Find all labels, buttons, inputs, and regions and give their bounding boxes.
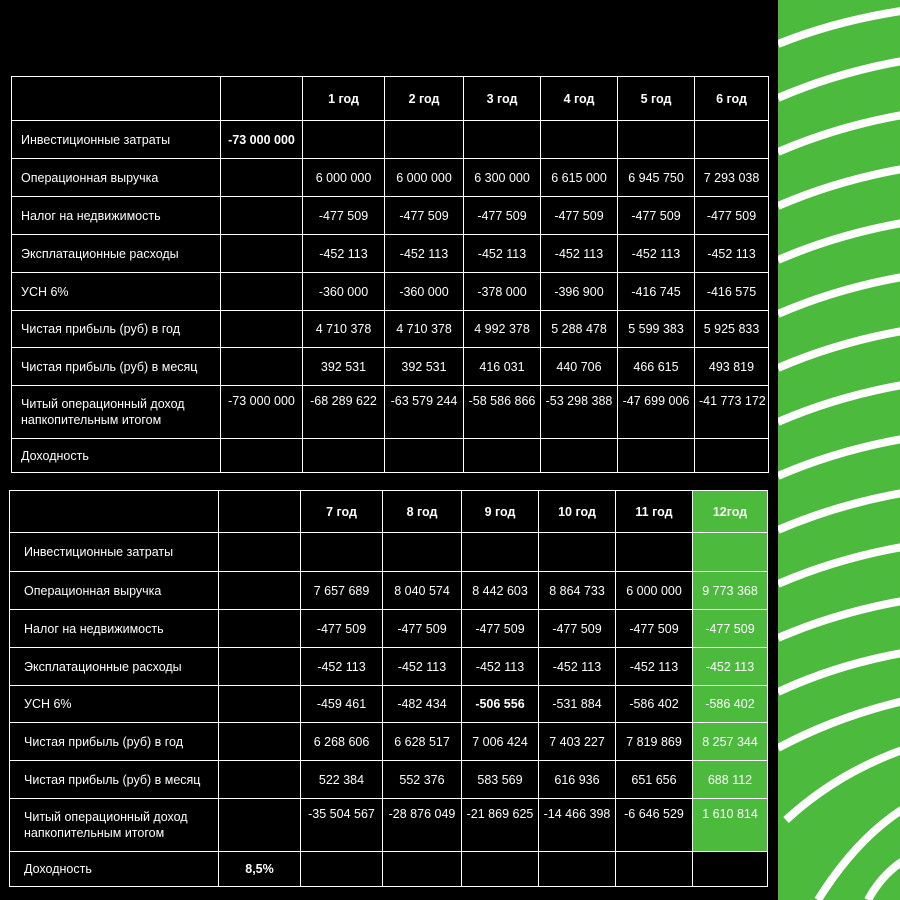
cell: -452 113 bbox=[301, 648, 383, 686]
table-row bbox=[12, 439, 769, 473]
cell-highlighted: 9 773 368 bbox=[693, 572, 768, 610]
header-corner bbox=[10, 491, 219, 533]
cell bbox=[616, 533, 693, 572]
table-row bbox=[12, 159, 769, 197]
cell: 583 569 bbox=[462, 761, 539, 799]
cell: -63 579 244 bbox=[385, 386, 464, 439]
row-label: Доходность bbox=[12, 439, 221, 473]
cell bbox=[383, 852, 462, 887]
cell bbox=[618, 121, 695, 159]
header-corner bbox=[12, 77, 221, 121]
cell: 6 000 000 bbox=[385, 159, 464, 197]
cell-initial bbox=[219, 686, 301, 723]
cell: 6 000 000 bbox=[303, 159, 385, 197]
cell: -459 461 bbox=[301, 686, 383, 723]
cell bbox=[385, 121, 464, 159]
cell: -452 113 bbox=[539, 648, 616, 686]
row-label: УСН 6% bbox=[10, 686, 219, 723]
row-label: Операционная выручка bbox=[10, 572, 219, 610]
table-row bbox=[10, 723, 768, 761]
cell: 8 442 603 bbox=[462, 572, 539, 610]
cell: -360 000 bbox=[385, 273, 464, 311]
decorative-green-arcs bbox=[778, 0, 900, 900]
cashflow-table-years-7-12 bbox=[9, 490, 768, 887]
cell: 5 288 478 bbox=[541, 311, 618, 348]
cell bbox=[301, 533, 383, 572]
row-label: Чистая прибыль (руб) в год bbox=[10, 723, 219, 761]
cell: 493 819 bbox=[695, 348, 769, 386]
cell: -28 876 049 bbox=[383, 799, 462, 852]
cell-initial bbox=[221, 348, 303, 386]
cell bbox=[303, 121, 385, 159]
cell: 4 992 378 bbox=[464, 311, 541, 348]
cell-yield: 8,5% bbox=[219, 852, 301, 887]
cell: 5 599 383 bbox=[618, 311, 695, 348]
cell: 7 403 227 bbox=[539, 723, 616, 761]
cell: -416 575 bbox=[695, 273, 769, 311]
cell: -452 113 bbox=[616, 648, 693, 686]
cell bbox=[303, 439, 385, 473]
header-year: 10 год bbox=[539, 491, 616, 533]
cell: -14 466 398 bbox=[539, 799, 616, 852]
cell-initial bbox=[219, 572, 301, 610]
cell-initial bbox=[219, 799, 301, 852]
table-row bbox=[12, 273, 769, 311]
cell: -452 113 bbox=[464, 235, 541, 273]
cell: 6 615 000 bbox=[541, 159, 618, 197]
cell-highlighted: 1 610 814 bbox=[693, 799, 768, 852]
cell: 7 293 038 bbox=[695, 159, 769, 197]
cell: 440 706 bbox=[541, 348, 618, 386]
cell bbox=[301, 852, 383, 887]
cell: -452 113 bbox=[618, 235, 695, 273]
cell: 616 936 bbox=[539, 761, 616, 799]
cell-initial bbox=[221, 197, 303, 235]
cell-initial bbox=[221, 311, 303, 348]
cell-initial bbox=[221, 273, 303, 311]
cell: -477 509 bbox=[618, 197, 695, 235]
header-year: 2 год bbox=[385, 77, 464, 121]
cell-highlighted bbox=[693, 533, 768, 572]
header-year: 7 год bbox=[301, 491, 383, 533]
cell: -477 509 bbox=[383, 610, 462, 648]
cell-highlighted: 8 257 344 bbox=[693, 723, 768, 761]
cell bbox=[618, 439, 695, 473]
header-year: 1 год bbox=[303, 77, 385, 121]
row-label: Чистая прибыль (руб) в год bbox=[12, 311, 221, 348]
cell-initial bbox=[219, 533, 301, 572]
cell: -6 646 529 bbox=[616, 799, 693, 852]
cell-highlighted: 688 112 bbox=[693, 761, 768, 799]
cell-highlighted: -586 402 bbox=[693, 686, 768, 723]
cell: 7 006 424 bbox=[462, 723, 539, 761]
row-label: Налог на недвижимость bbox=[12, 197, 221, 235]
cell: -482 434 bbox=[383, 686, 462, 723]
cell: -477 509 bbox=[301, 610, 383, 648]
row-label: Инвестиционные затраты bbox=[10, 533, 219, 572]
cell: -477 509 bbox=[539, 610, 616, 648]
cell bbox=[695, 439, 769, 473]
cell: -360 000 bbox=[303, 273, 385, 311]
table-row bbox=[12, 197, 769, 235]
row-label: Доходность bbox=[10, 852, 219, 887]
header-year: 5 год bbox=[618, 77, 695, 121]
cell: 392 531 bbox=[303, 348, 385, 386]
cell: -477 509 bbox=[616, 610, 693, 648]
cell: -452 113 bbox=[385, 235, 464, 273]
cell-initial bbox=[219, 761, 301, 799]
cell: 7 819 869 bbox=[616, 723, 693, 761]
cell: -21 869 625 bbox=[462, 799, 539, 852]
row-label: Эксплатационные расходы bbox=[10, 648, 219, 686]
table-row bbox=[10, 533, 768, 572]
cell: -452 113 bbox=[541, 235, 618, 273]
cell bbox=[462, 533, 539, 572]
cell-initial: -73 000 000 bbox=[221, 121, 303, 159]
header-year-highlighted: 12год bbox=[693, 491, 768, 533]
cell: 651 656 bbox=[616, 761, 693, 799]
cell: 4 710 378 bbox=[303, 311, 385, 348]
header-year: 6 год bbox=[695, 77, 769, 121]
cell bbox=[385, 439, 464, 473]
header-initial bbox=[219, 491, 301, 533]
cell bbox=[695, 121, 769, 159]
table-row bbox=[12, 121, 769, 159]
arcs-graphic bbox=[778, 0, 900, 900]
table-row bbox=[10, 648, 768, 686]
cell-initial bbox=[221, 235, 303, 273]
table-row bbox=[12, 311, 769, 348]
cell bbox=[539, 533, 616, 572]
row-label: Чистая прибыль (руб) в месяц bbox=[12, 348, 221, 386]
cell: -58 586 866 bbox=[464, 386, 541, 439]
cell bbox=[464, 439, 541, 473]
cell: 7 657 689 bbox=[301, 572, 383, 610]
header-year: 3 год bbox=[464, 77, 541, 121]
cell-initial bbox=[219, 648, 301, 686]
table-row bbox=[10, 610, 768, 648]
cell-initial bbox=[221, 439, 303, 473]
cell-initial bbox=[221, 159, 303, 197]
cell: 6 268 606 bbox=[301, 723, 383, 761]
cell-initial: -73 000 000 bbox=[221, 386, 303, 439]
cell: 6 945 750 bbox=[618, 159, 695, 197]
cell-initial bbox=[219, 610, 301, 648]
cell: 6 000 000 bbox=[616, 572, 693, 610]
cell: 552 376 bbox=[383, 761, 462, 799]
row-label: Читый операционный доход напкопительным итогом bbox=[12, 386, 221, 439]
cell bbox=[464, 121, 541, 159]
cell: -47 699 006 bbox=[618, 386, 695, 439]
table-row bbox=[10, 852, 768, 887]
cell: -477 509 bbox=[695, 197, 769, 235]
table-row bbox=[10, 572, 768, 610]
cell: -477 509 bbox=[303, 197, 385, 235]
cell: 392 531 bbox=[385, 348, 464, 386]
cell: -586 402 bbox=[616, 686, 693, 723]
cell-initial bbox=[219, 723, 301, 761]
row-label: Чистая прибыль (руб) в месяц bbox=[10, 761, 219, 799]
row-label: Операционная выручка bbox=[12, 159, 221, 197]
table-row bbox=[10, 799, 768, 852]
cell: -477 509 bbox=[464, 197, 541, 235]
row-label: Налог на недвижимость bbox=[10, 610, 219, 648]
cell bbox=[693, 852, 768, 887]
cell: 4 710 378 bbox=[385, 311, 464, 348]
cell-highlighted: -452 113 bbox=[693, 648, 768, 686]
cell bbox=[541, 439, 618, 473]
header-year: 4 год bbox=[541, 77, 618, 121]
row-label: УСН 6% bbox=[12, 273, 221, 311]
cell: -41 773 172 bbox=[695, 386, 769, 439]
cashflow-table-years-1-6 bbox=[11, 76, 769, 473]
cell: 6 628 517 bbox=[383, 723, 462, 761]
cell: -68 289 622 bbox=[303, 386, 385, 439]
cell: -35 504 567 bbox=[301, 799, 383, 852]
cell: -452 113 bbox=[303, 235, 385, 273]
cell: -477 509 bbox=[541, 197, 618, 235]
cell-highlighted: -477 509 bbox=[693, 610, 768, 648]
cell: 466 615 bbox=[618, 348, 695, 386]
header-initial bbox=[221, 77, 303, 121]
row-label: Инвестиционные затраты bbox=[12, 121, 221, 159]
cell: -452 113 bbox=[695, 235, 769, 273]
cell: -396 900 bbox=[541, 273, 618, 311]
cell: 5 925 833 bbox=[695, 311, 769, 348]
cell bbox=[616, 852, 693, 887]
cell: -53 298 388 bbox=[541, 386, 618, 439]
cell: 8 040 574 bbox=[383, 572, 462, 610]
table-header-row bbox=[12, 77, 769, 121]
cell bbox=[539, 852, 616, 887]
cell: -477 509 bbox=[462, 610, 539, 648]
cell: 8 864 733 bbox=[539, 572, 616, 610]
cell: -416 745 bbox=[618, 273, 695, 311]
cell bbox=[462, 852, 539, 887]
table-header-row bbox=[10, 491, 768, 533]
cell: -452 113 bbox=[462, 648, 539, 686]
cell: 522 384 bbox=[301, 761, 383, 799]
cell bbox=[383, 533, 462, 572]
table-row bbox=[10, 761, 768, 799]
cell: 6 300 000 bbox=[464, 159, 541, 197]
table-row bbox=[12, 348, 769, 386]
table-row bbox=[12, 235, 769, 273]
table-row bbox=[12, 386, 769, 439]
cell: -477 509 bbox=[385, 197, 464, 235]
cell bbox=[541, 121, 618, 159]
row-label: Читый операционный доход напкопительным итогом bbox=[10, 799, 219, 852]
cell: -506 556 bbox=[462, 686, 539, 723]
table-row bbox=[10, 686, 768, 723]
header-year: 8 год bbox=[383, 491, 462, 533]
cell: -531 884 bbox=[539, 686, 616, 723]
cell: -378 000 bbox=[464, 273, 541, 311]
row-label: Эксплатационные расходы bbox=[12, 235, 221, 273]
header-year: 11 год bbox=[616, 491, 693, 533]
cell: -452 113 bbox=[383, 648, 462, 686]
header-year: 9 год bbox=[462, 491, 539, 533]
cell: 416 031 bbox=[464, 348, 541, 386]
